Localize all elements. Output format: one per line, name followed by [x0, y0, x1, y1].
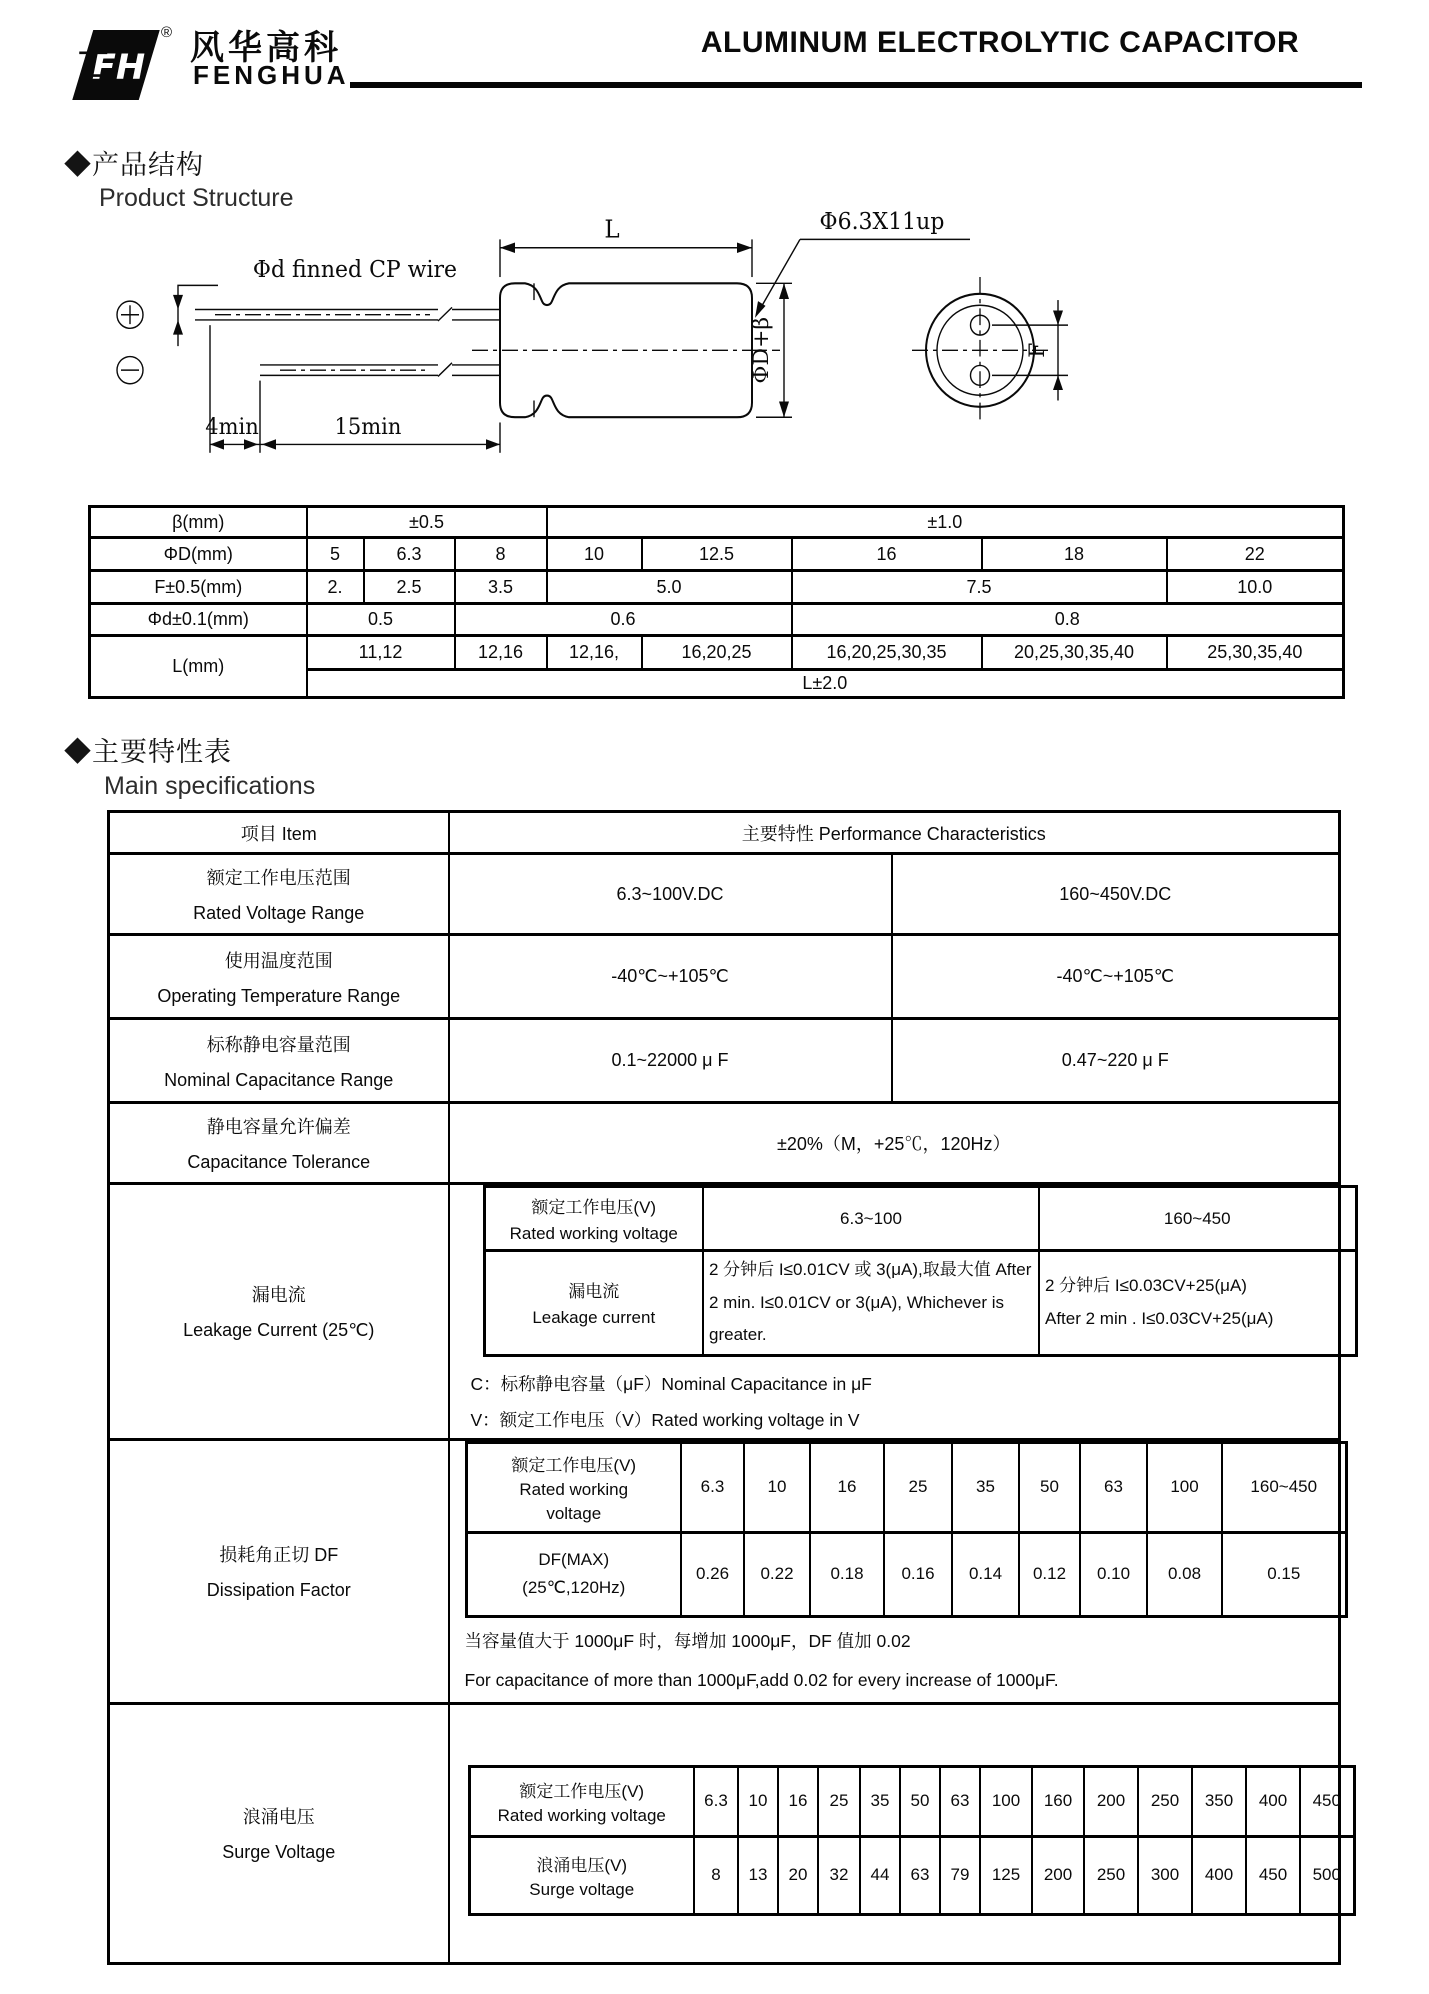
- dim-cell: 10.0: [1167, 571, 1344, 604]
- capacitance-low: 0.1~22000 μ F: [449, 1019, 892, 1103]
- spec-header-item: 项目 Item: [109, 812, 449, 854]
- df-inner-table: [465, 1441, 1348, 1618]
- dim-cell: 16,20,25: [642, 636, 792, 670]
- leakage-spec-high-line1: 2 分钟后 I≤0.03CV+25(μA): [1045, 1276, 1247, 1296]
- rated-voltage-high: 160~450V.DC: [892, 854, 1340, 935]
- dim-cell: ±1.0: [547, 507, 1344, 538]
- row-label-en: Dissipation Factor: [206, 1580, 351, 1601]
- surge-voltage-value: 450: [1246, 1836, 1300, 1914]
- surge-voltage-rated: 6.3: [694, 1766, 738, 1836]
- surge-voltage-value: 13: [738, 1836, 778, 1914]
- df-value: 0.16: [884, 1532, 952, 1616]
- dim-row-label: Φd±0.1(mm): [90, 604, 307, 636]
- spec-header-performance: 主要特性 Performance Characteristics: [449, 812, 1340, 854]
- spec-row-surge-voltage: [109, 1703, 1340, 1963]
- surge-voltage-value: 79: [940, 1836, 980, 1914]
- polarity-minus-icon: [117, 357, 143, 384]
- surge-voltage-value: 32: [818, 1836, 860, 1914]
- surge-voltage-value: 8: [694, 1836, 738, 1914]
- df-value: 0.15: [1222, 1532, 1346, 1616]
- dim-row-label: L(mm): [90, 636, 307, 698]
- dim-cell: 10: [547, 538, 642, 571]
- surge-voltage-value: 125: [980, 1836, 1032, 1914]
- anode-lead: [195, 307, 500, 321]
- dim-row-wire-diameter: [90, 604, 1344, 636]
- spec-header-row: [109, 812, 1340, 854]
- df-voltage: 63: [1080, 1442, 1147, 1532]
- dim-row-length: [90, 636, 1344, 670]
- cathode-lead: [260, 363, 500, 377]
- row-label-en: Operating Temperature Range: [157, 985, 401, 1006]
- lead-offset-label: 4min: [205, 414, 259, 441]
- surge-voltage-rated: 350: [1192, 1766, 1246, 1836]
- df-voltage: 100: [1147, 1442, 1222, 1532]
- df-voltage: 25: [884, 1442, 952, 1532]
- surge-voltage-rated: 10: [738, 1766, 778, 1836]
- surge-voltage-value: 250: [1084, 1836, 1138, 1914]
- capacitor-drawing: [100, 208, 1110, 480]
- logo-monogram: FH: [92, 48, 146, 89]
- surge-voltage-value: 63: [900, 1836, 940, 1914]
- dim-cell: 11,12: [307, 636, 455, 670]
- section-heading-product-structure-cn: ◆产品结构: [64, 150, 204, 180]
- surge-voltage-rated: 250: [1138, 1766, 1192, 1836]
- df-value: 0.18: [810, 1532, 884, 1616]
- leakage-inner-table: [483, 1185, 1358, 1357]
- logo-text-cn: 风华高科: [190, 29, 342, 67]
- df-note-en: For capacitance of more than 1000μF,add 0.02 for every increase of 1000μF.: [464, 1669, 1059, 1690]
- dim-cell: 20,25,30,35,40: [982, 636, 1167, 670]
- main-spec-table: [107, 810, 1341, 1965]
- spec-row-nominal-capacitance: [109, 1019, 1340, 1103]
- inner-row-l1: DF(MAX): [538, 1550, 610, 1570]
- dim-cell: 7.5: [792, 571, 1167, 604]
- leakage-range-low: 6.3~100: [703, 1187, 1039, 1251]
- inner-head-cn: 额定工作电压(V): [511, 1455, 637, 1475]
- lead-length-label: 15min: [334, 414, 402, 441]
- leakage-note-c: C：标称静电容量（μF）Nominal Capacitance in μF: [470, 1373, 872, 1394]
- inner-row-cn: 漏电流: [568, 1282, 620, 1302]
- row-label-en: Capacitance Tolerance: [187, 1152, 371, 1172]
- df-voltage: 10: [744, 1442, 810, 1532]
- leakage-spec-low: 2 分钟后 I≤0.01CV 或 3(μA),取最大值 After 2 min. I≤0.01CV or 3(μA), Whichever is greater.: [703, 1251, 1039, 1356]
- surge-inner-table: [468, 1765, 1356, 1916]
- header-rule: [350, 82, 1362, 88]
- dim-cell: 2.5: [364, 571, 455, 604]
- section-heading-product-structure-en: Product Structure: [99, 184, 294, 212]
- df-value: 0.26: [681, 1532, 744, 1616]
- row-label-cn: 使用温度范围: [224, 950, 333, 971]
- row-label-en: Leakage Current (25℃): [183, 1320, 375, 1341]
- logo-text-en: FENGHUA: [193, 60, 350, 90]
- pin-spacing-label: F: [1025, 342, 1050, 358]
- length-label: L: [604, 214, 620, 244]
- df-voltage: 16: [810, 1442, 884, 1532]
- df-value: 0.08: [1147, 1532, 1222, 1616]
- surge-voltage-value: 500: [1300, 1836, 1354, 1914]
- df-note-cn: 当容量值大于 1000μF 时，每增加 1000μF，DF 值加 0.02: [464, 1630, 911, 1651]
- dim-cell: 6.3: [364, 538, 455, 571]
- diameter-label: ΦD+β: [749, 316, 774, 384]
- surge-voltage-rated: 160: [1032, 1766, 1084, 1836]
- capacitance-high: 0.47~220 μ F: [892, 1019, 1340, 1103]
- dim-row-diameter: [90, 538, 1344, 571]
- df-voltage: 160~450: [1222, 1442, 1346, 1532]
- dim-cell: ±0.5: [307, 507, 547, 538]
- surge-voltage-value: 44: [860, 1836, 900, 1914]
- dim-cell: 2.: [307, 571, 364, 604]
- section-heading-main-specs-cn: ◆主要特性表: [64, 737, 232, 767]
- row-label-cn: 漏电流: [251, 1285, 306, 1306]
- row-label-cn: 标称静电容量范围: [206, 1034, 351, 1055]
- surge-voltage-rated: 450: [1300, 1766, 1354, 1836]
- spec-row-rated-voltage: [109, 854, 1340, 935]
- dimension-table: [88, 505, 1345, 699]
- wire-label: Φd finned CP wire: [252, 256, 458, 284]
- page-title: ALUMINUM ELECTROLYTIC CAPACITOR: [700, 26, 1300, 59]
- row-label-en: Surge Voltage: [222, 1842, 336, 1863]
- df-voltage: 50: [1019, 1442, 1080, 1532]
- df-voltage: 35: [952, 1442, 1019, 1532]
- dim-cell: 5.0: [547, 571, 792, 604]
- spec-row-leakage-current: [109, 1184, 1340, 1440]
- surge-voltage-rated: 50: [900, 1766, 940, 1836]
- spec-row-dissipation-factor: [109, 1439, 1340, 1703]
- op-temp-low: -40℃~+105℃: [449, 935, 892, 1019]
- inner-head-en1: Rated working: [519, 1479, 629, 1499]
- fenghua-logo-icon: [72, 30, 160, 100]
- dim-row-label: F±0.5(mm): [90, 571, 307, 604]
- inner-head-en: Rated working voltage: [497, 1805, 666, 1825]
- surge-voltage-value: 20: [778, 1836, 818, 1914]
- dim-cell: 0.5: [307, 604, 455, 636]
- dim-cell: 25,30,35,40: [1167, 636, 1344, 670]
- op-temp-high: -40℃~+105℃: [892, 935, 1340, 1019]
- row-label-en: Rated Voltage Range: [193, 903, 365, 923]
- polarity-plus-icon: [117, 301, 143, 328]
- dim-cell: 5: [307, 538, 364, 571]
- row-label-cn: 损耗角正切 DF: [219, 1545, 339, 1566]
- inner-row-en: Surge voltage: [529, 1879, 635, 1899]
- leakage-note-v: V：额定工作电压（V）Rated working voltage in V: [470, 1409, 860, 1430]
- registered-trademark: ®: [161, 24, 173, 41]
- inner-row-en: Leakage current: [532, 1308, 656, 1328]
- row-label-cn: 浪涌电压: [242, 1807, 315, 1828]
- rated-voltage-low: 6.3~100V.DC: [449, 854, 892, 935]
- dim-cell: 12,16: [455, 636, 547, 670]
- row-label-cn: 额定工作电压范围: [206, 868, 351, 888]
- dim-row-label: β(mm): [90, 507, 307, 538]
- surge-voltage-rated: 25: [818, 1766, 860, 1836]
- dim-cell: 12,16,: [547, 636, 642, 670]
- dim-cell: 22: [1167, 538, 1344, 571]
- surge-voltage-rated: 100: [980, 1766, 1032, 1836]
- row-label-en: Nominal Capacitance Range: [164, 1069, 394, 1090]
- surge-voltage-rated: 400: [1246, 1766, 1300, 1836]
- dim-cell: 3.5: [455, 571, 547, 604]
- section-heading-main-specs-en: Main specifications: [104, 772, 316, 800]
- inner-row-l2: (25℃,120Hz): [522, 1578, 626, 1598]
- surge-voltage-rated: 200: [1084, 1766, 1138, 1836]
- surge-voltage-rated: 16: [778, 1766, 818, 1836]
- row-label-cn: 静电容量允许偏差: [206, 1117, 351, 1137]
- surge-voltage-rated: 35: [860, 1766, 900, 1836]
- surge-voltage-value: 300: [1138, 1836, 1192, 1914]
- df-voltage: 6.3: [681, 1442, 744, 1532]
- df-value: 0.14: [952, 1532, 1019, 1616]
- dim-cell: 8: [455, 538, 547, 571]
- surge-voltage-rated: 63: [940, 1766, 980, 1836]
- spec-row-operating-temperature: [109, 935, 1340, 1019]
- dim-cell: 16,20,25,30,35: [792, 636, 982, 670]
- inner-row-cn: 浪涌电压(V): [536, 1855, 628, 1875]
- inner-head-en2: voltage: [546, 1503, 602, 1523]
- leakage-range-high: 160~450: [1039, 1187, 1356, 1251]
- dim-cell: 18: [982, 538, 1167, 571]
- dim-cell: 12.5: [642, 538, 792, 571]
- sleeve-label: Φ6.3X11up: [819, 208, 945, 236]
- df-value: 0.10: [1080, 1532, 1147, 1616]
- surge-voltage-value: 200: [1032, 1836, 1084, 1914]
- spec-row-capacitance-tolerance: [109, 1103, 1340, 1184]
- df-value: 0.22: [744, 1532, 810, 1616]
- surge-voltage-value: 400: [1192, 1836, 1246, 1914]
- dim-row-label: ΦD(mm): [90, 538, 307, 571]
- leakage-spec-high-line2: After 2 min . I≤0.03CV+25(μA): [1045, 1308, 1274, 1328]
- dim-row-pin-spacing: [90, 571, 1344, 604]
- dim-row-beta: [90, 507, 1344, 538]
- inner-head-cn: 额定工作电压(V): [531, 1198, 657, 1217]
- tolerance-value: ±20%（M，+25℃，120Hz）: [449, 1103, 1340, 1184]
- dim-cell: 0.8: [792, 604, 1344, 636]
- dim-cell: 16: [792, 538, 982, 571]
- inner-head-cn: 额定工作电压(V): [519, 1781, 645, 1801]
- df-value: 0.12: [1019, 1532, 1080, 1616]
- dim-cell: L±2.0: [307, 670, 1344, 698]
- dim-cell: 0.6: [455, 604, 792, 636]
- inner-head-en: Rated working voltage: [509, 1224, 678, 1243]
